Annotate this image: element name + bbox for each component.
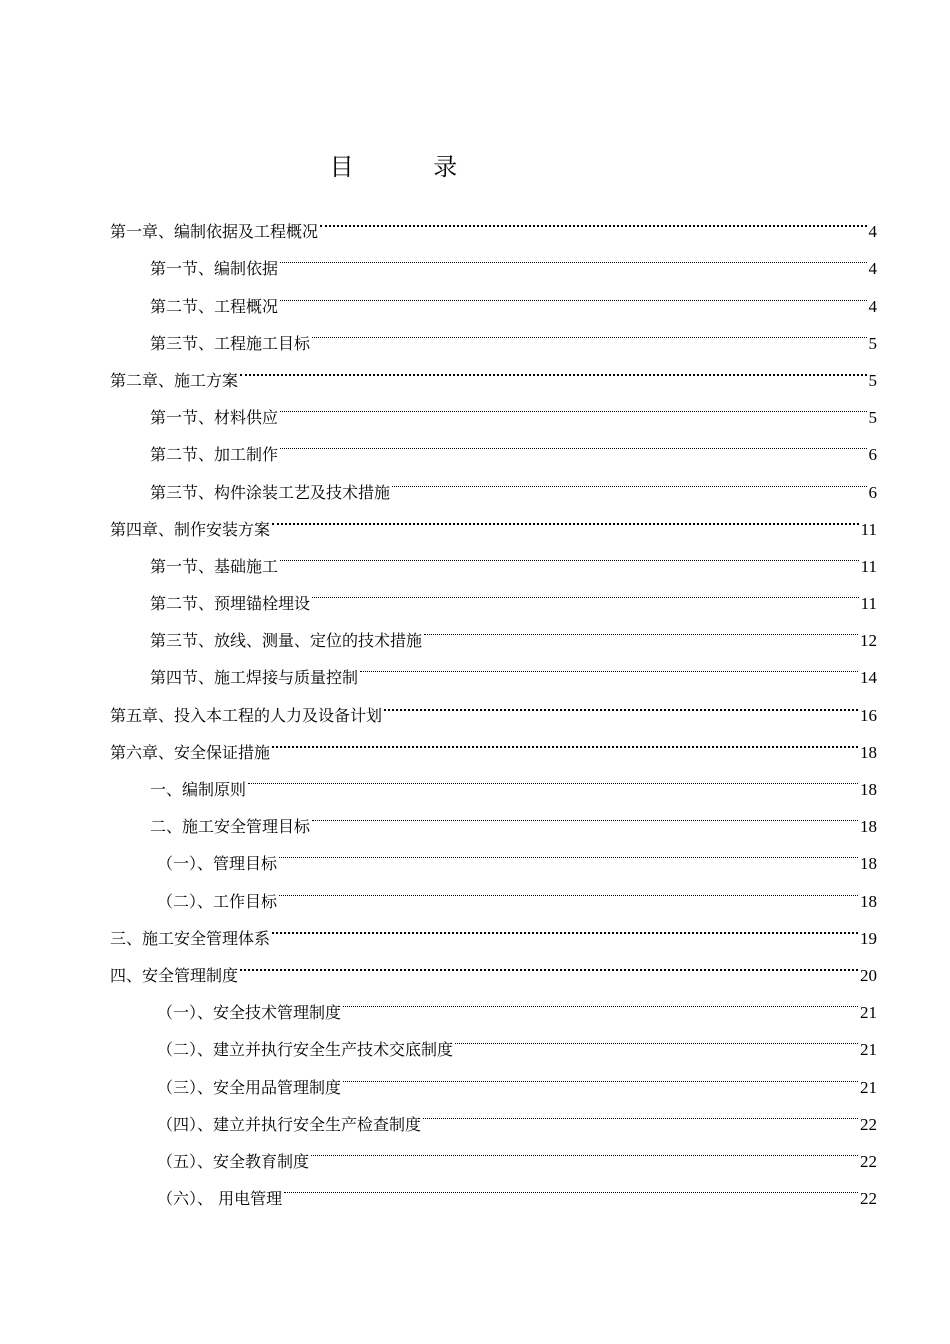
toc-dot-leader [272,907,858,944]
toc-entry-label: 第四节、施工焊接与质量控制 [150,668,359,688]
toc-entry-page-number: 14 [860,668,877,688]
toc-dot-leader [279,832,858,869]
toc-entry-label: 二、施工安全管理目标 [150,817,311,837]
toc-entry-label: （五）、安全教育制度 [157,1151,310,1171]
toc-entry-page-number: 4 [868,259,877,279]
toc-entry-page-number: 5 [868,408,877,428]
toc-dot-leader [312,572,859,609]
toc-title: 目 录 [329,153,494,181]
toc-entry-page-number: 18 [860,817,877,837]
toc-entry-page-number: 18 [860,780,877,799]
toc-entry-label: （二）、建立并执行安全生产技术交底制度 [157,1040,454,1060]
toc-dot-leader [240,944,858,981]
toc-entry-label: 第一节、材料供应 [150,408,279,428]
toc-entry-page-number: 11 [860,519,877,539]
toc-entry-label: （四）、建立并执行安全生产检查制度 [157,1114,422,1134]
toc-entry-page-number: 22 [860,1114,877,1134]
toc-dot-leader [384,683,858,720]
toc-dot-leader [272,498,859,535]
toc-entry-page-number: 18 [860,854,877,874]
toc-dot-leader [280,535,859,572]
toc-dot-leader [272,721,858,758]
toc-entry-label: 第一节、编制依据 [150,259,279,279]
toc-entry-label: 第一节、基础施工 [150,556,279,576]
toc-dot-leader [343,1055,858,1092]
toc-dot-leader [280,423,866,460]
toc-dot-leader [311,1130,858,1167]
toc-entry-label: 第三节、工程施工目标 [150,333,311,353]
toc-entry-label: 四、安全管理制度 [110,965,239,985]
toc-entry-page-number: 20 [860,965,877,985]
toc-entry-page-number: 11 [860,556,877,576]
toc-dot-leader [240,349,866,386]
toc-dot-leader [392,460,866,497]
toc-entry-page-number: 5 [868,370,877,390]
toc-entry-page-number: 21 [860,1077,877,1097]
toc-entry-page-number: 21 [860,1040,877,1060]
toc-dot-leader [279,869,858,906]
toc-entry-page-number: 11 [860,594,877,614]
toc-entry-label: （三）、安全用品管理制度 [157,1077,342,1097]
toc-dot-leader [284,1167,858,1204]
toc-entry-label: （六）、 用电管理 [157,1189,283,1209]
toc-entry-page-number: 22 [860,1189,877,1209]
toc-entry-page-number: 5 [868,333,877,353]
toc-dot-leader [423,1093,858,1130]
toc-entry-label: （二）、工作目标 [157,891,278,911]
toc-entry-page-number: 4 [868,222,877,242]
toc-entry-label: 第三节、构件涂装工艺及技术措施 [150,482,391,502]
toc-entry-page-number: 18 [860,891,877,911]
toc-entry-page-number: 22 [860,1151,877,1171]
toc-entry-page-number: 6 [868,445,877,465]
toc-dot-leader [360,646,858,683]
toc-entry-label: 第一章、编制依据及工程概况 [110,222,319,242]
toc-entry-label: （一）、管理目标 [157,854,278,874]
toc-entry-page-number: 19 [860,928,877,948]
toc-dot-leader [455,1018,858,1055]
toc-entry-label: 第二节、工程概况 [150,296,279,316]
toc-entry-label: 第二章、施工方案 [110,370,239,390]
toc-entry-page-number: 12 [860,631,877,651]
toc-dot-leader [280,274,866,311]
toc-dot-leader [280,386,866,423]
toc-dot-leader [248,758,858,795]
toc-dot-leader [424,609,858,646]
table-of-contents [110,200,877,1209]
toc-entry-label: 第五章、投入本工程的人力及设备计划 [110,705,383,725]
toc-entry-label: 第二节、预埋锚栓埋设 [150,594,311,614]
toc-entry-page-number: 16 [860,705,877,725]
toc-entry-label: 第三节、放线、测量、定位的技术措施 [150,631,423,651]
toc-entry-page-number: 4 [868,296,877,316]
toc-entry-label: 一、编制原则 [150,780,247,799]
toc-entry-label: （一）、安全技术管理制度 [157,1003,342,1023]
toc-dot-leader [312,795,858,832]
toc-entry[interactable] [110,200,877,242]
toc-dot-leader [280,237,866,274]
toc-entry-label: 第六章、安全保证措施 [110,742,271,762]
toc-dot-leader [312,312,866,349]
toc-entry-page-number: 18 [860,742,877,762]
toc-entry-label: 第四章、制作安装方案 [110,519,271,539]
toc-entry-page-number: 21 [860,1003,877,1023]
toc-entry-label: 三、施工安全管理体系 [110,928,271,948]
toc-dot-leader [343,981,858,1018]
toc-entry-page-number: 6 [868,482,877,502]
toc-dot-leader [320,200,866,237]
toc-entry-label: 第二节、加工制作 [150,445,279,465]
